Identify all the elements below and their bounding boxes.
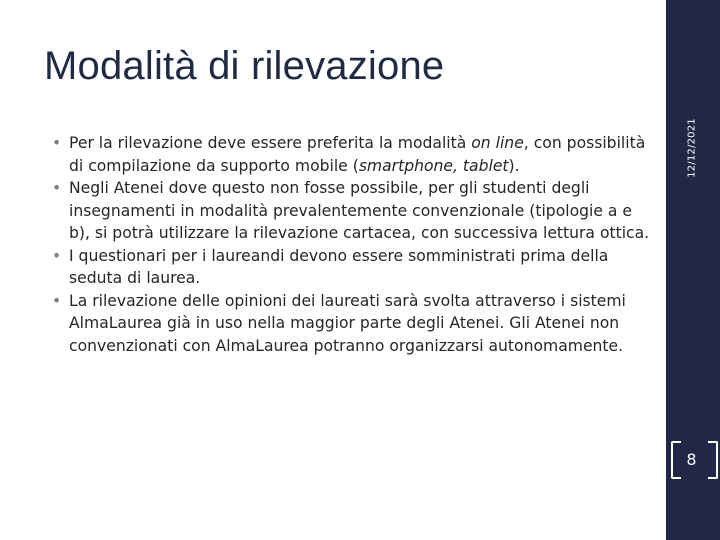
bullet-icon: • [52,134,62,152]
list-item [52,290,652,358]
bullet-text: ). [508,156,520,175]
bullet-text: I questionari per i laureandi devono essere somministrati prima della seduta di laurea. [69,246,609,287]
bullet-list [52,132,652,357]
slide-title: Modalità di rilevazione [44,44,445,88]
slide-date: 12/12/2021 [686,118,698,178]
bullet-emphasis: smartphone, tablet [358,156,509,175]
bullet-text: Per la rilevazione deve essere preferita la modalità [69,134,472,152]
list-item [52,132,652,177]
bullet-emphasis: on line [471,134,524,152]
list-item [52,177,652,245]
bullet-icon: • [52,179,62,197]
list-item [52,245,652,290]
page-number-box [663,441,720,477]
bullet-icon: • [52,246,62,265]
bullet-text: Negli Atenei dove questo non fosse possibile, per gli studenti degli insegnamenti in modalità prevalentemente convenzionale (tipologie a e b), si potrà utilizzare la rilevazione cartacea, con successiva lettura ottica. [69,179,650,242]
date-container [682,0,702,300]
bullet-text: La rilevazione delle opinioni dei laureati sarà svolta attraverso i sistemi AlmaLaurea già in uso nella maggior parte degli Atenei. Gli Atenei non convenzionati con AlmaLaurea potranno organizzarsi autonomamente. [69,291,626,355]
bullet-text: , con possibilità di compilazione da supporto mobile ( [69,134,646,175]
bullet-icon: • [52,291,62,310]
page-number: 8 [686,450,697,469]
